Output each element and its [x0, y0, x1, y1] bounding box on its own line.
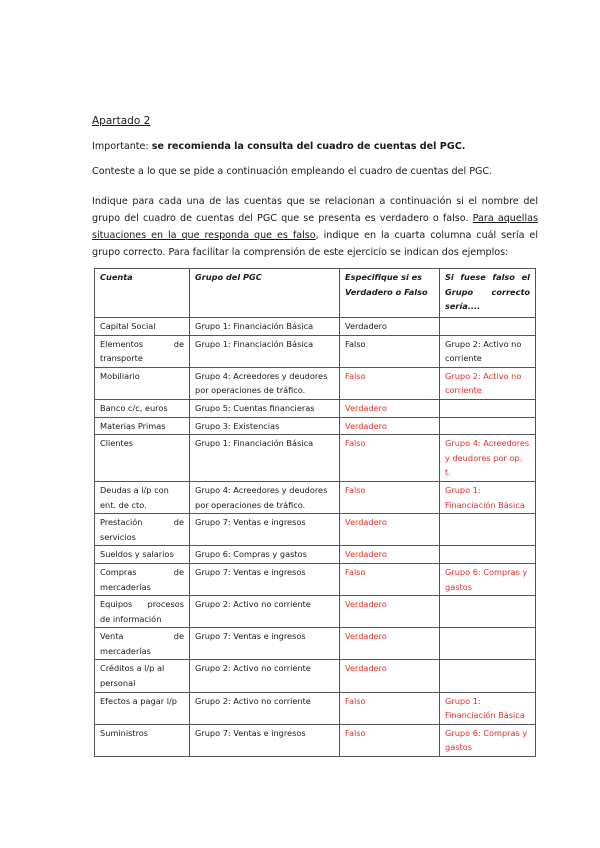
cell-cuenta: Banco c/c, euros — [95, 399, 190, 417]
cell-correcto — [440, 399, 536, 417]
cell-vf: Falso — [340, 335, 440, 367]
table-row — [95, 692, 536, 724]
cell-correcto: Grupo 1: Financiación Básica — [440, 481, 536, 513]
table-row — [95, 481, 536, 513]
cell-cuenta: Créditos a l/p al personal — [95, 660, 190, 692]
cell-correcto — [440, 628, 536, 660]
cell-correcto: Grupo 2: Activo no corriente — [440, 335, 536, 367]
cell-grupo: Grupo 4: Acreedores y deudores por operaciones de tráfico. — [190, 481, 340, 513]
table-row — [95, 514, 536, 546]
cell-correcto: Grupo 4: Acreedores y deudores por op. t. — [440, 435, 536, 482]
cell-vf: Verdadero — [340, 399, 440, 417]
section-title: Apartado 2 — [92, 115, 151, 127]
cell-cuenta: Clientes — [95, 435, 190, 482]
cell-cuenta: Equipos procesos de información — [95, 596, 190, 628]
cell-vf: Falso — [340, 692, 440, 724]
important-note — [92, 138, 538, 155]
table-row — [95, 563, 536, 595]
cell-cuenta: Suministros — [95, 724, 190, 756]
cell-vf: Falso — [340, 435, 440, 482]
cell-grupo: Grupo 2: Activo no corriente — [190, 660, 340, 692]
cell-vf: Verdadero — [340, 417, 440, 435]
table-row — [95, 399, 536, 417]
table-row — [95, 417, 536, 435]
cell-cuenta: Prestación de servicios — [95, 514, 190, 546]
cell-vf: Falso — [340, 367, 440, 399]
cell-vf: Verdadero — [340, 596, 440, 628]
cell-cuenta: Capital Social — [95, 318, 190, 336]
cell-grupo: Grupo 7: Ventas e ingresos — [190, 563, 340, 595]
cell-vf: Falso — [340, 481, 440, 513]
cell-correcto: Grupo 2: Activo no corriente — [440, 367, 536, 399]
cell-cuenta: Deudas a l/p con ent. de cto. — [95, 481, 190, 513]
cell-grupo: Grupo 6: Compras y gastos — [190, 546, 340, 564]
cell-cuenta: Venta de mercaderías — [95, 628, 190, 660]
cell-correcto — [440, 546, 536, 564]
important-label: Importante: — [92, 141, 149, 152]
cell-grupo: Grupo 1: Financiación Básica — [190, 335, 340, 367]
cell-cuenta: Sueldos y salarios — [95, 546, 190, 564]
cell-grupo: Grupo 4: Acreedores y deudores por operaciones de tráfico. — [190, 367, 340, 399]
cell-correcto — [440, 596, 536, 628]
table-header-row — [95, 269, 536, 318]
cell-grupo: Grupo 7: Ventas e ingresos — [190, 628, 340, 660]
task-description — [92, 193, 538, 261]
task-part2: , indique en la cuarta columna cuál sería el grupo correcto. Para facilitar la comprensión de este ejercicio se indican dos ejemplos: — [92, 230, 539, 258]
cell-correcto: Grupo 6: Compras y gastos — [440, 563, 536, 595]
cell-vf: Verdadero — [340, 628, 440, 660]
table-row — [95, 546, 536, 564]
table-row — [95, 628, 536, 660]
table-row — [95, 724, 536, 756]
table-row — [95, 660, 536, 692]
table-row — [95, 367, 536, 399]
header-grupo-correcto: Si fuese falso el Grupo correcto sería.... — [440, 269, 536, 318]
header-cuenta: Cuenta — [95, 269, 190, 318]
cell-vf: Falso — [340, 563, 440, 595]
cell-grupo: Grupo 2: Activo no corriente — [190, 596, 340, 628]
cell-correcto — [440, 417, 536, 435]
cell-vf: Falso — [340, 724, 440, 756]
header-grupo: Grupo del PGC — [190, 269, 340, 318]
cell-grupo: Grupo 7: Ventas e ingresos — [190, 514, 340, 546]
cell-vf: Verdadero — [340, 546, 440, 564]
cell-vf: Verdadero — [340, 318, 440, 336]
cell-correcto — [440, 514, 536, 546]
cell-grupo: Grupo 1: Financiación Básica — [190, 318, 340, 336]
table-row — [95, 435, 536, 482]
cell-grupo: Grupo 1: Financiación Básica — [190, 435, 340, 482]
table-row — [95, 318, 536, 336]
cell-grupo: Grupo 3: Existencias — [190, 417, 340, 435]
table-row — [95, 596, 536, 628]
cell-vf: Verdadero — [340, 514, 440, 546]
cell-correcto — [440, 318, 536, 336]
accounts-table — [94, 268, 536, 757]
cell-cuenta: Mobiliario — [95, 367, 190, 399]
cell-cuenta: Efectos a pagar l/p — [95, 692, 190, 724]
cell-grupo: Grupo 7: Ventas e ingresos — [190, 724, 340, 756]
cell-correcto — [440, 660, 536, 692]
cell-cuenta: Elementos de transporte — [95, 335, 190, 367]
header-verdadero-falso: Especifique si es Verdadero o Falso — [340, 269, 440, 318]
cell-correcto: Grupo 1: Financiación Básica — [440, 692, 536, 724]
task-part1: Indique para cada una de las cuentas que se relacionan a continuación si el nombre del grupo del cuadro de cuentas del PGC que se presenta es verdadero o falso. — [92, 196, 538, 224]
cell-cuenta: Compras de mercaderías — [95, 563, 190, 595]
cell-cuenta: Materias Primas — [95, 417, 190, 435]
cell-vf: Verdadero — [340, 660, 440, 692]
important-text: se recomienda la consulta del cuadro de cuentas del PGC. — [151, 141, 466, 152]
cell-grupo: Grupo 5: Cuentas financieras — [190, 399, 340, 417]
task-underlined: Para aquellas situaciones en la que responda que es falso — [92, 213, 538, 241]
cell-correcto: Grupo 6: Compras y gastos — [440, 724, 536, 756]
cell-grupo: Grupo 2: Activo no corriente — [190, 692, 340, 724]
instruction-text: Conteste a lo que se pide a continuación empleando el cuadro de cuentas del PGC. — [92, 166, 493, 177]
table-row — [95, 335, 536, 367]
